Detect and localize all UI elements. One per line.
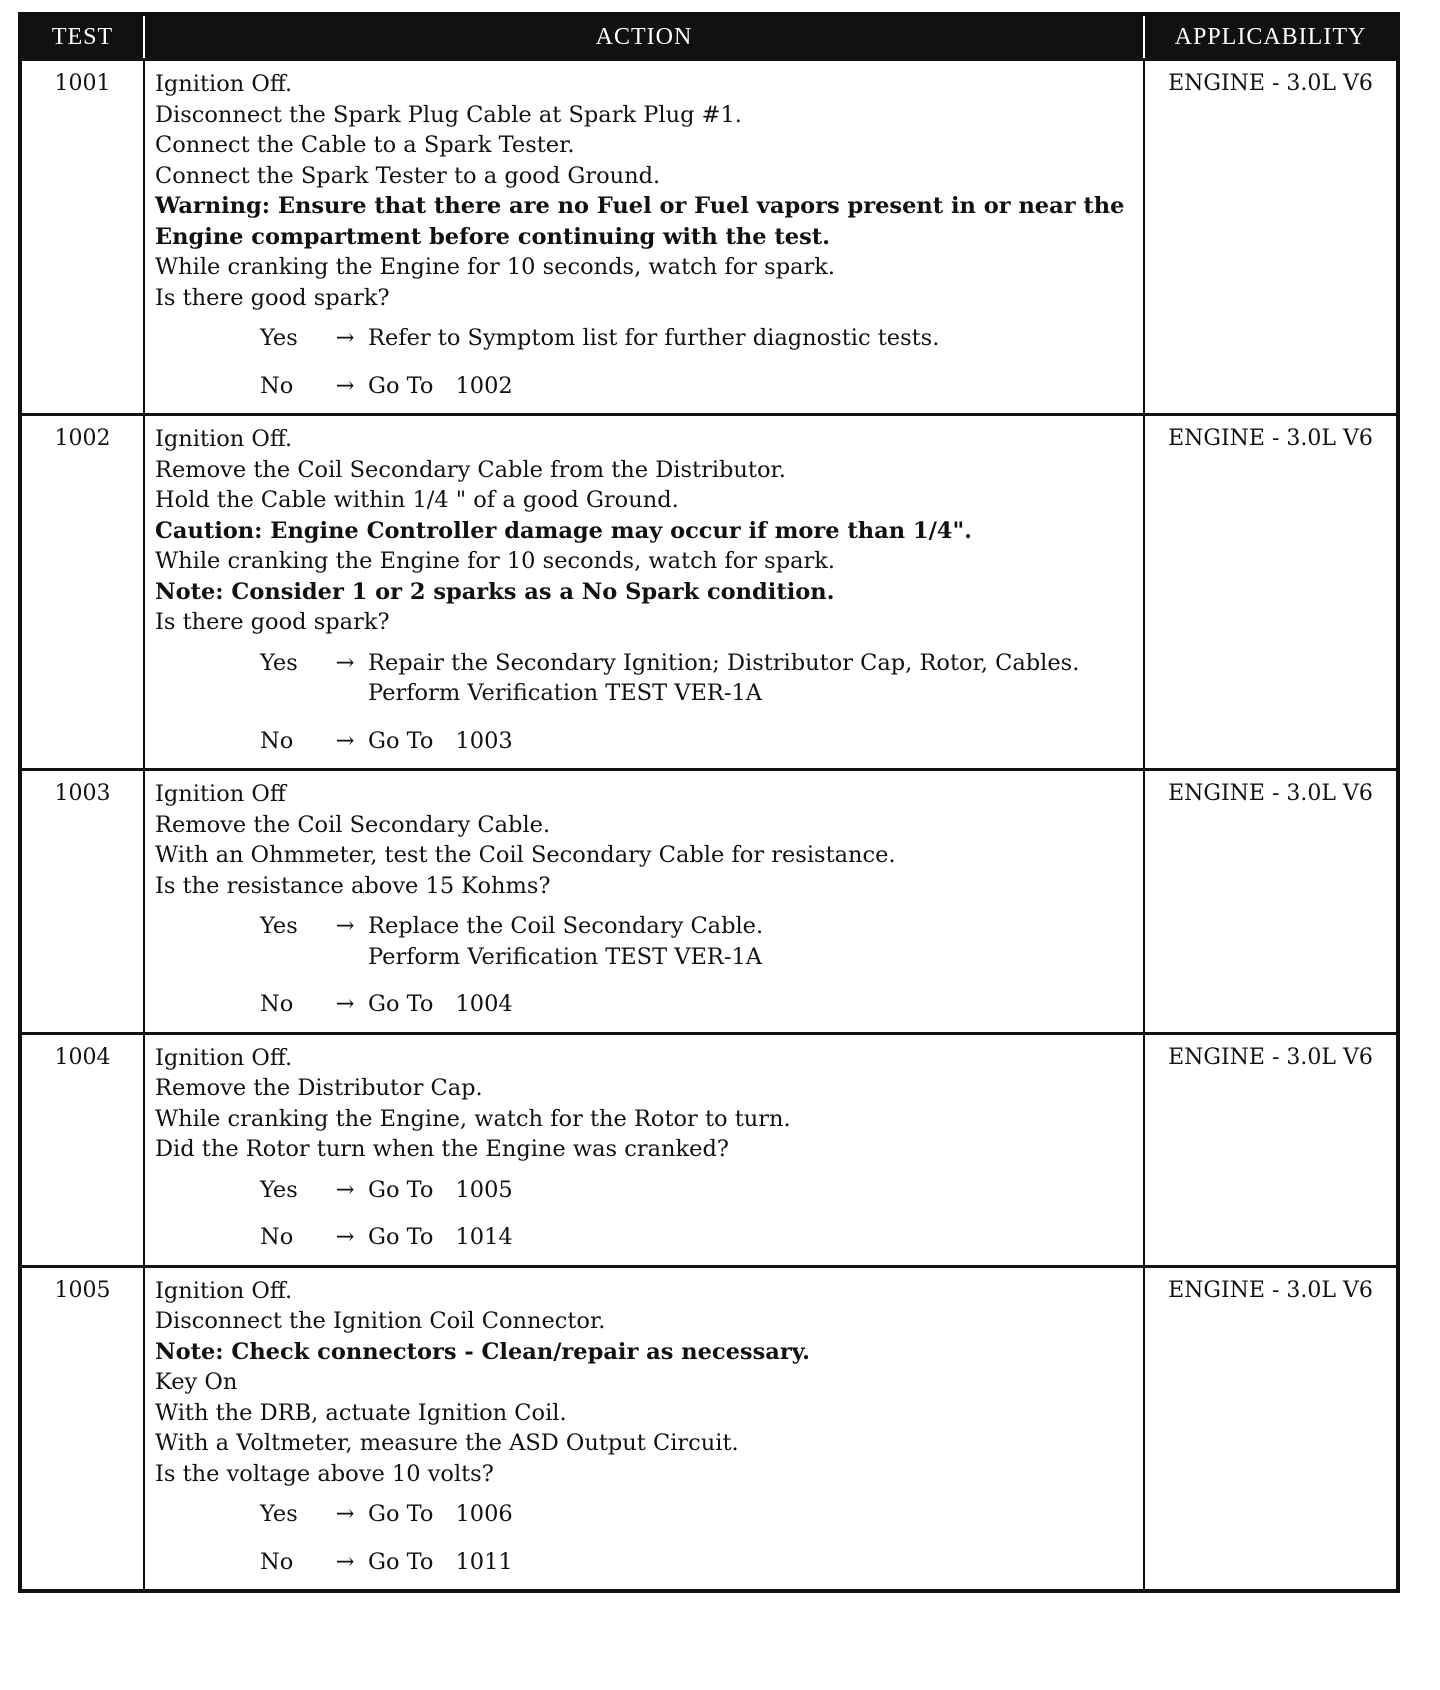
go-to-instruction: [368, 1547, 513, 1578]
test-number: 1001: [20, 60, 144, 415]
no-outcome: [368, 989, 1133, 1020]
yes-outcome-line: Perform Verification TEST VER-1A: [368, 680, 763, 706]
header-test: TEST: [20, 14, 144, 60]
arrow-icon: →: [335, 1224, 355, 1250]
arrow-icon: →: [335, 1501, 355, 1527]
action-step: Connect the Spark Tester to a good Ground.: [155, 162, 661, 189]
yes-outcome-line: Perform Verification TEST VER-1A: [368, 943, 763, 970]
no-label: No: [260, 372, 294, 399]
go-to-instruction: [368, 989, 513, 1020]
yes-label: Yes: [260, 649, 298, 676]
yes-branch: [260, 648, 1133, 709]
table-row: [20, 770, 1398, 1034]
action-step: Remove the Coil Secondary Cable from the Distributor.: [155, 456, 786, 483]
action-step: Ignition Off.: [155, 1277, 293, 1304]
no-branch: [260, 989, 1133, 1020]
go-to-label: Go To: [368, 991, 434, 1017]
action-step: Is the voltage above 10 volts?: [155, 1460, 494, 1487]
action-step: Disconnect the Ignition Coil Connector.: [155, 1308, 606, 1334]
action-step: Ignition Off.: [155, 426, 293, 452]
no-label: No: [260, 1548, 294, 1575]
applicability-value: ENGINE - 3.0L V6: [1144, 1266, 1398, 1591]
action-note: Caution: Engine Controller damage may occur if more than 1/4".: [155, 517, 973, 544]
yes-label: Yes: [260, 913, 298, 939]
action-step: Connect the Cable to a Spark Tester.: [155, 132, 575, 158]
go-to-label: Go To: [368, 727, 434, 754]
action-cell: [144, 770, 1144, 1034]
yes-outcome: [368, 648, 1133, 709]
no-branch: [260, 726, 1133, 757]
header-applicability: APPLICABILITY: [1144, 14, 1398, 60]
go-to-target: 1002: [455, 372, 513, 399]
table-row: [20, 60, 1398, 415]
action-step: Is the resistance above 15 Kohms?: [155, 872, 551, 899]
table-row: [20, 415, 1398, 770]
go-to-target: 1005: [455, 1176, 513, 1203]
branch-list: [155, 323, 1133, 401]
arrow-icon: →: [335, 727, 355, 754]
action-step: With a Voltmeter, measure the ASD Output Circuit.: [155, 1430, 739, 1456]
go-to-target: 1004: [455, 991, 513, 1017]
action-step: Ignition Off.: [155, 71, 293, 97]
table-row: [20, 1266, 1398, 1591]
yes-branch: [260, 1175, 1133, 1206]
action-cell: [144, 415, 1144, 770]
test-number: 1004: [20, 1033, 144, 1266]
branch-list: [155, 911, 1133, 1020]
go-to-label: Go To: [368, 1176, 434, 1203]
action-step: Hold the Cable within 1/4 " of a good Ground.: [155, 487, 679, 513]
action-cell: [144, 1033, 1144, 1266]
no-branch: [260, 371, 1133, 402]
test-number: 1002: [20, 415, 144, 770]
action-note: Note: Consider 1 or 2 sparks as a No Spark condition.: [155, 578, 835, 605]
arrow-icon: →: [335, 991, 355, 1017]
action-step: With the DRB, actuate Ignition Coil.: [155, 1399, 567, 1426]
go-to-instruction: [368, 1175, 513, 1206]
action-step: With an Ohmmeter, test the Coil Secondary Cable for resistance.: [155, 842, 896, 868]
diagnostic-table: [18, 12, 1400, 1593]
table-row: [20, 1033, 1398, 1266]
test-number: 1003: [20, 770, 144, 1034]
go-to-label: Go To: [368, 1224, 434, 1250]
yes-branch: [260, 911, 1133, 972]
action-step: While cranking the Engine for 10 seconds, watch for spark.: [155, 548, 836, 574]
branch-list: [155, 1175, 1133, 1253]
no-label: No: [260, 1224, 294, 1250]
action-step: While cranking the Engine for 10 seconds, watch for spark.: [155, 254, 836, 280]
go-to-target: 1003: [455, 727, 513, 754]
action-step: Remove the Coil Secondary Cable.: [155, 811, 551, 838]
action-note: Note: Check connectors - Clean/repair as necessary.: [155, 1338, 810, 1365]
arrow-icon: →: [335, 1176, 355, 1203]
header-action: ACTION: [144, 14, 1144, 60]
arrow-icon: →: [335, 372, 355, 399]
no-label: No: [260, 727, 294, 754]
yes-label: Yes: [260, 1176, 298, 1203]
yes-outcome: [368, 323, 1133, 354]
yes-outcome: [368, 1499, 1133, 1530]
yes-outcome: [368, 1175, 1133, 1206]
action-step: Ignition Off.: [155, 1044, 293, 1071]
table-body: [20, 60, 1398, 1592]
go-to-instruction: [368, 726, 513, 757]
go-to-label: Go To: [368, 1548, 434, 1575]
applicability-value: ENGINE - 3.0L V6: [1144, 60, 1398, 415]
yes-outcome-line: Repair the Secondary Ignition; Distributor Cap, Rotor, Cables.: [368, 649, 1080, 676]
action-step: Ignition Off: [155, 781, 286, 807]
action-cell: [144, 1266, 1144, 1591]
no-outcome: [368, 371, 1133, 402]
action-step: Disconnect the Spark Plug Cable at Spark Plug #1.: [155, 101, 742, 128]
yes-label: Yes: [260, 325, 298, 351]
no-outcome: [368, 726, 1133, 757]
yes-outcome-line: Refer to Symptom list for further diagnostic tests.: [368, 325, 940, 351]
action-note: Warning: Ensure that there are no Fuel or Fuel vapors present in or near the Engine compartment before continuing with the test.: [155, 193, 1133, 250]
action-step: While cranking the Engine, watch for the Rotor to turn.: [155, 1105, 791, 1132]
go-to-instruction: [368, 1222, 513, 1253]
branch-list: [155, 1499, 1133, 1577]
yes-branch: [260, 323, 1133, 354]
arrow-icon: →: [335, 649, 355, 676]
yes-outcome: [368, 911, 1133, 972]
go-to-target: 1006: [455, 1501, 513, 1527]
yes-outcome-line: Replace the Coil Secondary Cable.: [368, 913, 764, 939]
arrow-icon: →: [335, 325, 355, 351]
table-header: [20, 14, 1398, 60]
no-outcome: [368, 1222, 1133, 1253]
applicability-value: ENGINE - 3.0L V6: [1144, 770, 1398, 1034]
go-to-label: Go To: [368, 1501, 434, 1527]
action-cell: [144, 60, 1144, 415]
action-step: Key On: [155, 1369, 238, 1395]
action-step: Remove the Distributor Cap.: [155, 1075, 483, 1101]
branch-list: [155, 648, 1133, 757]
no-branch: [260, 1547, 1133, 1578]
go-to-instruction: [368, 1499, 513, 1530]
arrow-icon: →: [335, 1548, 355, 1575]
yes-label: Yes: [260, 1501, 298, 1527]
no-branch: [260, 1222, 1133, 1253]
applicability-value: ENGINE - 3.0L V6: [1144, 1033, 1398, 1266]
no-label: No: [260, 991, 294, 1017]
applicability-value: ENGINE - 3.0L V6: [1144, 415, 1398, 770]
go-to-target: 1011: [455, 1548, 513, 1575]
action-step: Is there good spark?: [155, 609, 390, 635]
test-number: 1005: [20, 1266, 144, 1591]
no-outcome: [368, 1547, 1133, 1578]
go-to-label: Go To: [368, 372, 434, 399]
arrow-icon: →: [335, 913, 355, 939]
diagnostic-test-sheet: [18, 12, 1396, 1593]
action-step: Did the Rotor turn when the Engine was cranked?: [155, 1136, 729, 1162]
action-step: Is there good spark?: [155, 284, 390, 311]
go-to-instruction: [368, 371, 513, 402]
go-to-target: 1014: [455, 1224, 513, 1250]
yes-branch: [260, 1499, 1133, 1530]
